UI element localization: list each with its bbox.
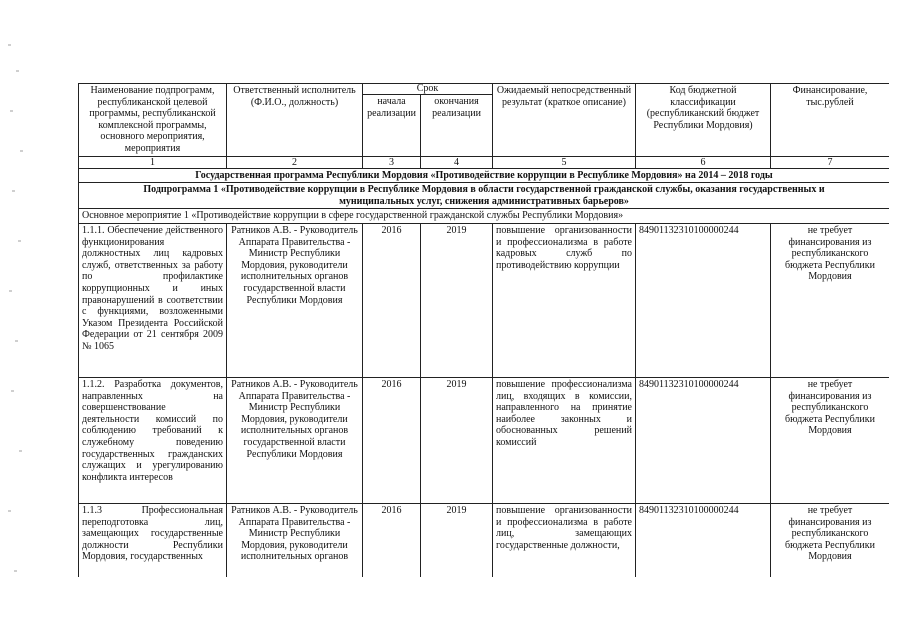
column-number: 7 xyxy=(771,156,890,168)
header-end: окончания реализации xyxy=(421,95,493,157)
activity-budget-code: 84901132310100000244 xyxy=(636,223,771,377)
activity-start-year: 2016 xyxy=(363,377,421,503)
column-number: 1 xyxy=(79,156,227,168)
activity-financing: не требует финансирования из республиканского бюджета Республики Мордовия xyxy=(771,503,890,577)
activity-executor: Ратников А.В. - Руководитель Аппарата Правительства - Министр Республики Мордовия, руководители исполнительных органов xyxy=(227,503,363,577)
main-activity-row xyxy=(79,209,890,224)
activity-end-year: 2019 xyxy=(421,223,493,377)
header-executor: Ответственный исполнитель (Ф.И.О., должность) xyxy=(227,84,363,157)
table-row xyxy=(79,377,890,503)
activity-end-year: 2019 xyxy=(421,503,493,577)
column-number: 3 xyxy=(363,156,421,168)
subprogram-title-row xyxy=(79,183,890,209)
header-financing: Финансирование, тыс.рублей xyxy=(771,84,890,157)
program-title-row xyxy=(79,168,890,183)
header-row xyxy=(79,84,890,95)
header-name: Наименование подпрограмм, республиканской целевой программы, республиканской комплексной программы, основного мероприятия, мероприятия xyxy=(79,84,227,157)
program-title: Государственная программа Республики Мордовия «Противодействие коррупции в Республике Мордовия» на 2014 – 2018 годы xyxy=(79,168,890,183)
main-activity-title: Основное мероприятие 1 «Противодействие коррупции в сфере государственной гражданской службы Республики Мордовия» xyxy=(79,209,890,224)
activity-name: 1.1.3 Профессиональная переподготовка лиц, замещающих государственные должности Республики Мордовия, государственных xyxy=(79,503,227,577)
column-numbers-row xyxy=(79,156,890,168)
table-row xyxy=(79,503,890,577)
activity-budget-code: 84901132310100000244 xyxy=(636,377,771,503)
activity-result: повышение профессионализма лиц, входящих в комиссии, направленного на принятие наиболее законных и обоснованных решений комиссий xyxy=(493,377,636,503)
activity-result: повышение организованности и профессионализма в работе лиц, замещающих государственные должности, xyxy=(493,503,636,577)
plan-table xyxy=(78,83,889,577)
header-start: начала реализации xyxy=(363,95,421,157)
column-number: 4 xyxy=(421,156,493,168)
header-term: Срок xyxy=(363,84,493,95)
scan-margin-marks xyxy=(6,40,34,620)
activity-executor: Ратников А.В. - Руководитель Аппарата Правительства - Министр Республики Мордовия, руководители исполнительных органов государственной власти Республики Мордовия xyxy=(227,223,363,377)
column-number: 2 xyxy=(227,156,363,168)
column-number: 6 xyxy=(636,156,771,168)
activity-executor: Ратников А.В. - Руководитель Аппарата Правительства - Министр Республики Мордовия, руководители исполнительных органов государственной власти Республики Мордовия xyxy=(227,377,363,503)
activity-start-year: 2016 xyxy=(363,503,421,577)
column-number: 5 xyxy=(493,156,636,168)
activity-budget-code: 84901132310100000244 xyxy=(636,503,771,577)
activity-financing: не требует финансирования из республиканского бюджета Республики Мордовия xyxy=(771,377,890,503)
activity-name: 1.1.2. Разработка документов, направленных на совершенствование деятельности комиссий по соблюдению требований к служебному поведению государственных гражданских служащих и урегулированию конфликта интересов xyxy=(79,377,227,503)
activity-name: 1.1.1. Обеспечение действенного функционирования должностных лиц кадровых служб, ответственных за работу по профилактике коррупционных и иных правонарушений в соответствии с функциями, возложенными Указом Президента Российской Федерации от 21 сентября 2009 № 1065 xyxy=(79,223,227,377)
document-sheet xyxy=(78,83,889,577)
header-budget-code: Код бюджетной классификации (республиканский бюджет Республики Мордовия) xyxy=(636,84,771,157)
subprogram-title: Подпрограмма 1 «Противодействие коррупции в Республике Мордовия в области государственной гражданской службы, оказания государственных и муниципальных услуг, снижения административных барьеров» xyxy=(79,183,890,209)
activity-start-year: 2016 xyxy=(363,223,421,377)
header-result: Ожидаемый непосредственный результат (краткое описание) xyxy=(493,84,636,157)
activity-financing: не требует финансирования из республиканского бюджета Республики Мордовия xyxy=(771,223,890,377)
activity-end-year: 2019 xyxy=(421,377,493,503)
activity-result: повышение организованности и профессионализма в работе кадровых служб по противодействию коррупции xyxy=(493,223,636,377)
table-row xyxy=(79,223,890,377)
